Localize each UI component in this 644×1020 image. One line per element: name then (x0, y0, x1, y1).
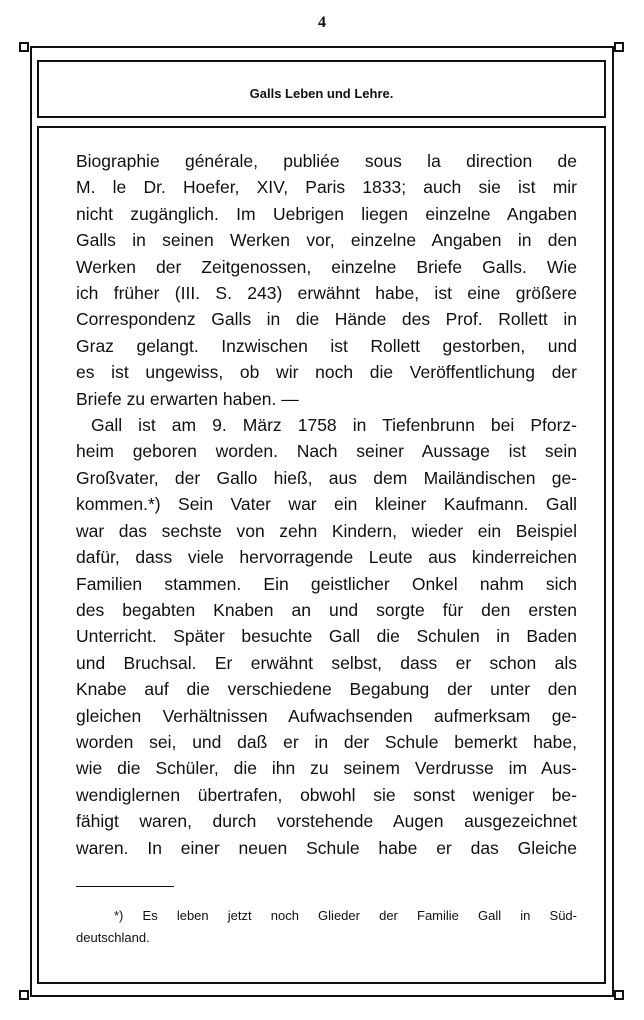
body-line: nicht zugänglich. Im Uebrigen liegen einzelne Angaben (76, 203, 577, 224)
body-line: Graz gelangt. Inzwischen ist Rollett gestorben, und (76, 335, 577, 356)
body-line: Biographie générale, publiée sous la direction de (76, 151, 577, 171)
body-line: Unterricht. Später besuchte Gall die Schulen in Baden (76, 626, 577, 647)
running-header-box (37, 60, 606, 118)
body-line: waren. In einer neuen Schule habe er das Gleiche (76, 837, 577, 858)
body-line: fähigt waren, durch vorstehende Augen ausgezeichnet (76, 811, 577, 832)
corner-ornament-bottom-left (19, 990, 29, 1000)
corner-ornament-top-right (614, 42, 624, 52)
body-line: heim geboren worden. Nach seiner Aussage ist sein (76, 441, 577, 462)
corner-ornament-top-left (19, 42, 29, 52)
body-line: wie die Schüler, die ihn zu seinem Verdrusse im Aus- (76, 758, 577, 779)
frame-top-rule (30, 46, 614, 48)
body-line: es ist ungewiss, ob wir noch die Veröffentlichung der (76, 362, 577, 383)
body-line: kommen.*) Sein Vater war ein kleiner Kaufmann. Gall (76, 494, 577, 515)
body-line: Galls in seinen Werken vor, einzelne Angaben in den (76, 230, 577, 251)
body-line: wendiglernen übertrafen, obwohl sie sonst weniger be- (76, 784, 577, 805)
body-line: dafür, dass viele hervorragende Leute aus kinderreichen (76, 547, 577, 568)
body-line: des begabten Knaben an und sorgte für den ersten (76, 599, 577, 620)
footnote-line: *) Es leben jetzt noch Glieder der Familie Gall in Süd- (114, 908, 577, 923)
body-line: Gall ist am 9. März 1758 in Tiefenbrunn bei Pforz- (91, 415, 577, 436)
corner-ornament-bottom-right (614, 990, 624, 1000)
frame-left-rule (30, 46, 32, 997)
body-line: Correspondenz Galls in die Hände des Prof. Rollett in (76, 309, 577, 330)
body-line: Werken der Zeitgenossen, einzelne Briefe Galls. Wie (76, 256, 577, 277)
page-number: 4 (318, 14, 326, 31)
body-line: Briefe zu erwarten haben. — (76, 388, 299, 409)
body-text (76, 148, 577, 861)
footnote-rule (76, 886, 174, 887)
frame-right-rule (612, 46, 614, 997)
body-line: ich früher (III. S. 243) erwähnt habe, ist eine größere (76, 283, 577, 304)
body-line: Familien stammen. Ein geistlicher Onkel nahm sich (76, 573, 577, 594)
body-line: Knabe auf die verschiedene Begabung der unter den (76, 679, 577, 700)
body-line: worden sei, und daß er in der Schule bemerkt habe, (76, 731, 577, 752)
footnote (76, 905, 577, 949)
running-header-title: Galls Leben und Lehre. (249, 86, 394, 101)
body-line: M. le Dr. Hoefer, XIV, Paris 1833; auch sie ist mir (76, 177, 577, 198)
body-line: Großvater, der Gallo hieß, aus dem Mailändischen ge- (76, 467, 577, 488)
body-line: und Bruchsal. Er erwähnt selbst, dass er schon als (76, 652, 577, 673)
body-line: war das sechste von zehn Kindern, wieder ein Beispiel (76, 520, 577, 541)
footnote-line: deutschland. (76, 930, 150, 945)
body-line: gleichen Verhältnissen Aufwachsenden aufmerksam ge- (76, 705, 577, 726)
frame-bottom-rule (30, 995, 614, 997)
